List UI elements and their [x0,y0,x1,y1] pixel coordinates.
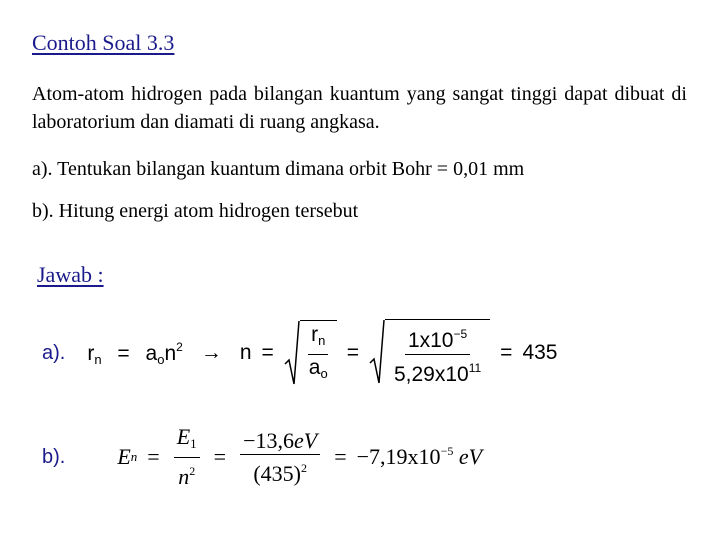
answer-b-row [42,425,482,489]
bohr-radius-formula: $r_n = a_on^2$ [87,339,183,367]
sqrt-radical-1: $\frac{r_n}{a_o}$ [284,320,337,386]
energy-formula: E n = $\frac{E_1}{n^2}$ = $\frac{-13,6eV}{(435)^2}$ = $-7,19x10^{-5}$ eV [117,424,483,489]
page-title: Contoh Soal 3.3 [32,30,175,55]
result-a: 435 [522,341,558,364]
intro-paragraph: Atom-atom hidrogen pada bilangan kuantum yang sangat tinggi dapat dibuat di laboratorium dan diamati di ruang angkasa. [32,83,687,133]
result-b: $-7,19x10^{-5}$ eV [356,444,483,469]
question-a: a). Tentukan bilangan kuantum dimana orbit Bohr = 0,01 mm [32,158,525,180]
arrow-symbol: → [200,341,222,364]
question-b: b). Hitung energi atom hidrogen tersebut [32,200,359,222]
answer-b-label: b). [42,445,66,468]
answer-a-row [42,318,557,388]
sqrt-radical-2: $\frac{1x10^{-5}}{5,29x10^{11}}$ [369,319,490,387]
answer-heading: Jawab : [37,262,104,287]
answer-a-label: a). [42,341,66,364]
quantum-number-solution: n = $\frac{r_n}{a_o}$ = $\frac{1x10^{-5}}{5,29x10^{11}}$ = 435 [240,319,558,387]
